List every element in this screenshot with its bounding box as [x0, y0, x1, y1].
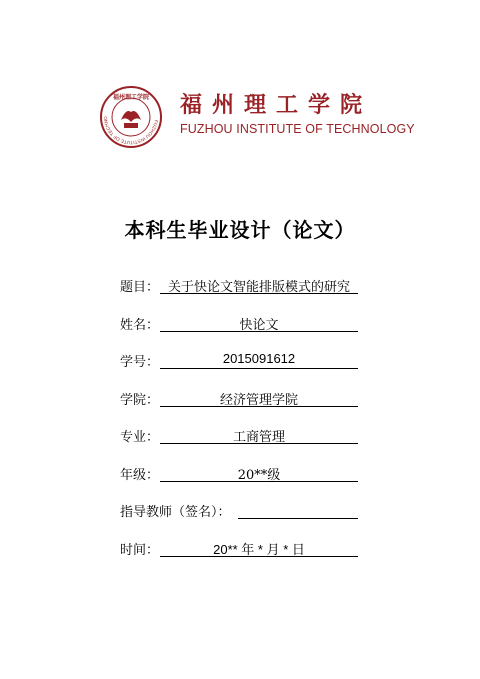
date-label: 时间： — [120, 543, 160, 558]
date-value[interactable]: 20** 年 * 月 * 日 — [160, 536, 358, 557]
advisor-signature-line[interactable] — [238, 498, 358, 519]
school-seal-icon — [100, 86, 162, 148]
grade-value[interactable]: 20**级 — [160, 461, 358, 482]
student-id-label: 学号： — [120, 355, 160, 370]
major-value[interactable]: 工商管理 — [160, 423, 358, 444]
name-value[interactable]: 快论文 — [160, 311, 358, 332]
topic-label: 题目： — [120, 280, 160, 295]
svg-text:福州理工学院: 福州理工学院 — [112, 94, 150, 101]
college-label: 学院： — [120, 393, 160, 408]
college-value[interactable]: 经济管理学院 — [160, 386, 358, 407]
student-id-value[interactable]: 2015091612 — [160, 348, 358, 369]
advisor-label: 指导教师（签名）： — [120, 505, 231, 520]
school-logo — [100, 86, 415, 146]
topic-value[interactable]: 关于快论文智能排版模式的研究 — [160, 273, 358, 294]
school-name-en: FUZHOU INSTITUTE OF TECHNOLOGY — [180, 122, 415, 136]
school-name-cn: 福州理工学院 — [180, 92, 373, 118]
name-label: 姓名： — [120, 318, 160, 333]
svg-text:FUZHOU INSTITUTE OF TECHNOLOGY: FUZHOU INSTITUTE OF TECHNO — [102, 116, 159, 146]
document-title: 本科生毕业设计（论文） — [124, 218, 356, 242]
major-label: 专业： — [120, 430, 160, 445]
grade-label: 年级： — [120, 468, 160, 483]
